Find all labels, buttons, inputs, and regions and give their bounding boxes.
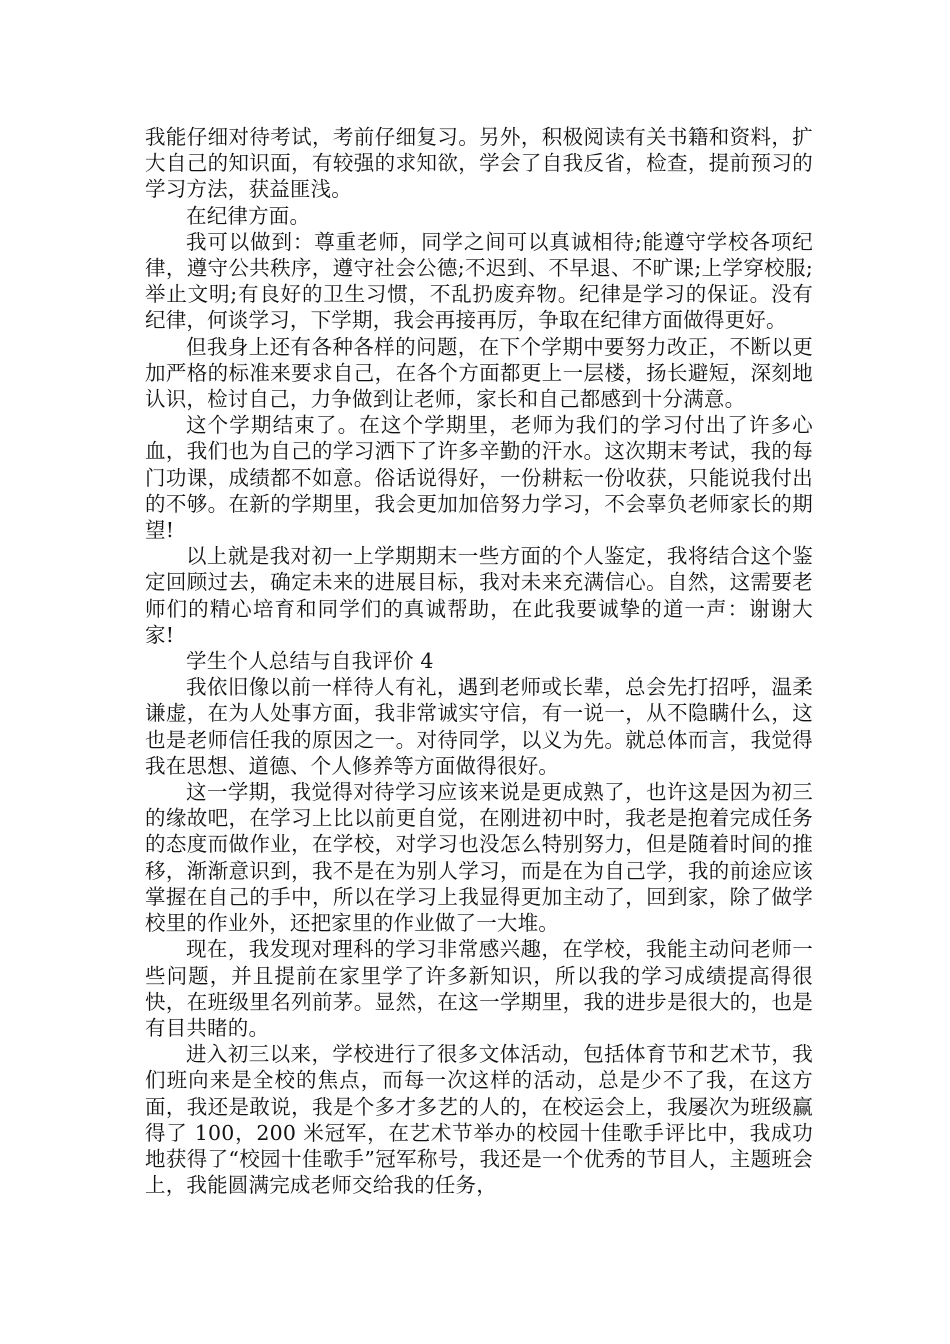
paragraph-semester-end: 这个学期结束了。在这个学期里，老师为我们的学习付出了许多心血，我们也为自己的学习洒下了许多辛勤的汗水。这次期末考试，我的每门功课，成绩都不如意。俗话说得好，一份耕耘一份收获，只能说我付出的不够。在新的学期里，我会更加加倍努力学习，不会辜负老师家长的期望! xyxy=(145,413,813,543)
paragraph-activities: 进入初三以来，学校进行了很多文体活动，包括体育节和艺术节，我们班向来是全校的焦点，而每一次这样的活动，总是少不了我，在这方面，我还是敢说，我是个多才多艺的人的，在校运会上，我屡次为班级赢得了 100，200 米冠军，在艺术节举办的校园十佳歌手评比中，我成功地获得了“校园十佳歌手”冠军称号，我还是一个优秀的节目人，主题班会上，我能圆满完成老师交给我的任务， xyxy=(145,1042,813,1198)
paragraph-study-habits: 我能仔细对待考试，考前仔细复习。另外，积极阅读有关书籍和资料，扩大自己的知识面，有较强的求知欲，学会了自我反省，检查，提前预习的学习方法，获益匪浅。 xyxy=(145,125,813,202)
section-title: 学生个人总结与自我评价 4 xyxy=(186,649,434,674)
paragraph-conclusion: 以上就是我对初一上学期期末一些方面的个人鉴定，我将结合这个鉴定回顾过去，确定未来的进展目标，我对未来充满信心。自然，这需要老师们的精心培育和同学们的真诚帮助，在此我要诚挚的道一声：谢谢大家! xyxy=(145,544,813,647)
paragraph-discipline-heading: 在纪律方面。 xyxy=(186,203,311,228)
document-body xyxy=(145,124,813,1198)
paragraph-problems: 但我身上还有各种各样的问题，在下个学期中要努力改正，不断以更加严格的标准来要求自己，在各个方面都更上一层楼，扬长避短，深刻地认识，检讨自己，力争做到让老师，家长和自己都感到十分满意。 xyxy=(145,334,813,412)
paragraph-science: 现在，我发现对理科的学习非常感兴趣，在学校，我能主动问老师一些问题，并且提前在家里学了许多新知识，所以我的学习成绩提高得很快，在班级里名列前茅。显然，在这一学期里，我的进步是很大的，也是有目共睹的。 xyxy=(145,937,813,1040)
paragraph-learning: 这一学期，我觉得对待学习应该来说是更成熟了，也许这是因为初三的缘故吧，在学习上比以前更自觉，在刚进初中时，我老是抱着完成任务的态度而做作业，在学校，对学习也没怎么特别努力，但是随着时间的推移，渐渐意识到，我不是在为别人学习，而是在为自己学，我的前途应该掌握在自己的手中，所以在学习上我显得更加主动了，回到家，除了做学校里的作业外，还把家里的作业做了一大堆。 xyxy=(145,780,813,936)
paragraph-manners: 我依旧像以前一样待人有礼，遇到老师或长辈，总会先打招呼，温柔谦虚，在为人处事方面，我非常诚实守信，有一说一，从不隐瞒什么，这也是老师信任我的原因之一。对待同学，以义为先。就总体而言，我觉得我在思想、道德、个人修养等方面做得很好。 xyxy=(145,675,813,778)
paragraph-discipline: 我可以做到：尊重老师，同学之间可以真诚相待;能遵守学校各项纪律，遵守公共秩序，遵守社会公德;不迟到、不早退、不旷课;上学穿校服;举止文明;有良好的卫生习惯，不乱扔废弃物。纪律是学习的保证。没有纪律，何谈学习，下学期，我会再接再厉，争取在纪律方面做得更好。 xyxy=(145,229,813,333)
